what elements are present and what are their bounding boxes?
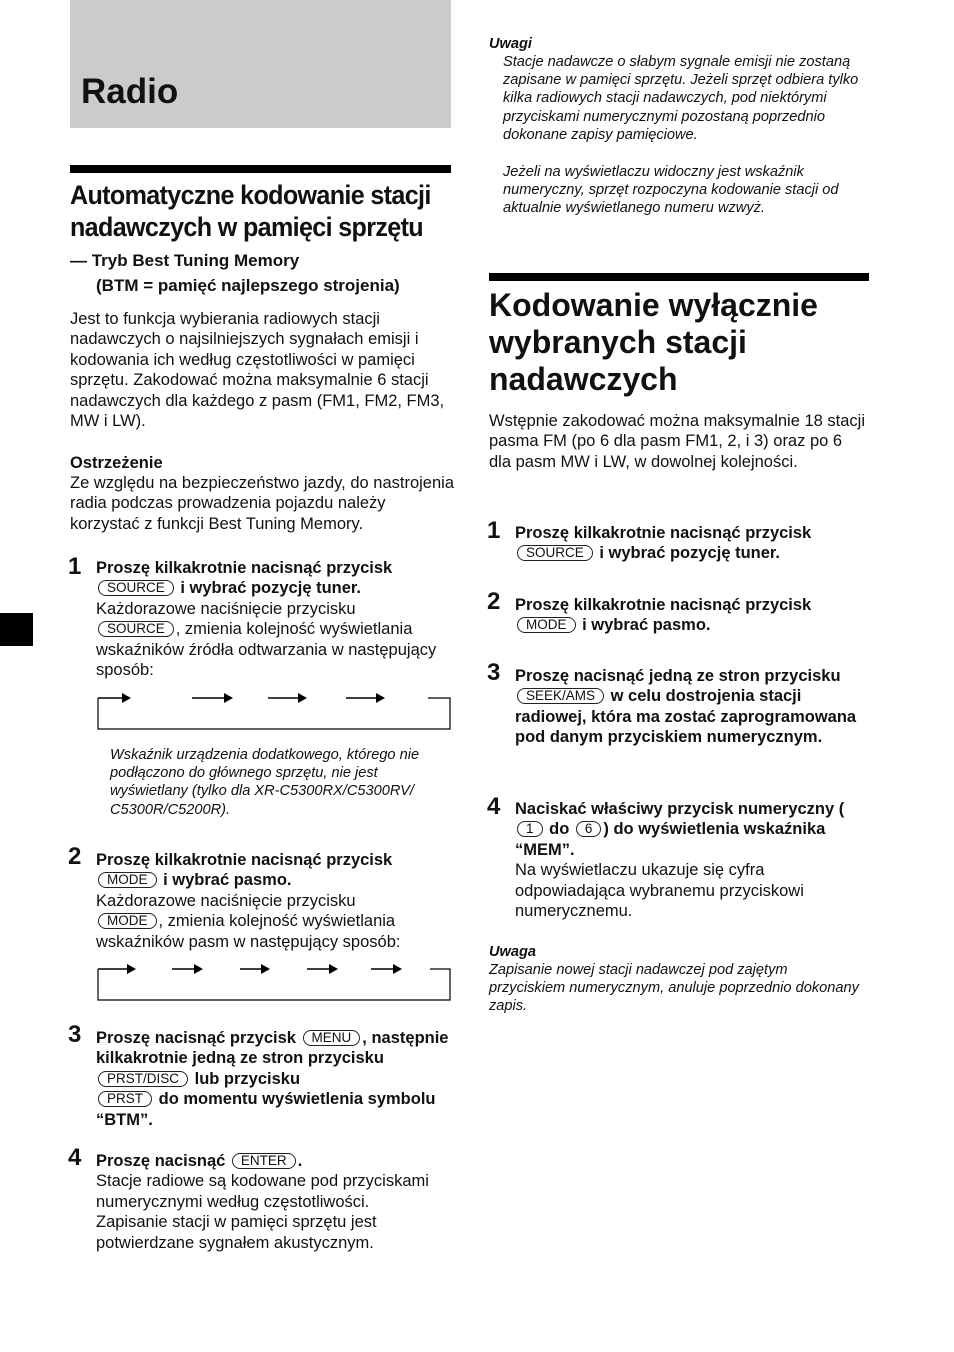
step-instruction-end: . (297, 1152, 303, 1170)
right-step-2-text (515, 595, 871, 636)
section-rule (489, 273, 869, 281)
mode-key: MODE (517, 617, 576, 633)
right-intro: Wstępnie zakodować można maksymalnie 18 stacji pasma FM (po 6 dla pasm FM1, 2, i 3) oraz po 6 dla pasm MW i LW, w dowolnej kolejności. (489, 412, 865, 471)
step-instruction-cont: i wybrać pozycję tuner. (599, 544, 781, 563)
step-instruction-end: ) do wyświetlenia wskaźnika “MEM”. (515, 820, 826, 859)
warning-title: Ostrzeżenie (70, 454, 163, 472)
left-section-heading (70, 179, 460, 243)
warning-text: Ze względu na bezpieczeństwo jazdy, do nastrojenia radia podczas prowadzenia pojazdu należy korzystać z funkcji Best Tuning Memory. (70, 474, 455, 533)
prst-key: PRST (98, 1091, 152, 1107)
note-1: Stacje nadawcze o słabym sygnale emisji nie zostaną zapisane w pamięci sprzętu. Jeżeli sprzęt odbiera tylko kilka radiowych stacji nadawczych, pod niektórymi przyciskami numerycznymi pozostaną poprzednio dokonane zapisy pamięciowe. (503, 54, 859, 143)
step-instruction: Proszę nacisnąć przycisk (96, 1029, 296, 1047)
right-step-1-text (515, 523, 871, 564)
step-instruction: Proszę nacisnąć jedną ze stron przycisku (515, 667, 841, 685)
step-number: 3 (68, 1021, 82, 1048)
intro-paragraph: Jest to funkcja wybierania radiowych stacji nadawczych o najsilniejszych sygnałach emisji i kodowania ich według częstotliwości w pamięci sprzętu. Zakodować można maksymalnie 6 stacji nadawczych dla każdego z pasm (FM1, FM2, FM3, MW i LW). (70, 310, 445, 431)
step-detail: Każdorazowe naciśnięcie przycisku (96, 599, 356, 618)
step-instruction: Naciskać właściwy przycisk numeryczny ( (515, 800, 845, 818)
right-step-4-text (515, 799, 871, 921)
note-title: Uwaga (489, 944, 537, 960)
prst-disc-key: PRST/DISC (98, 1071, 188, 1087)
flow-note: Wskaźnik urządzenia dodatkowego, którego nie podłączono do głównego sprzętu, nie jest wyświetlany (tylko dla XR-C5300RX/C5300RV/ C5300R/C5200R). (110, 747, 420, 818)
step-detail: Każdorazowe naciśnięcie przycisku (96, 891, 356, 910)
right-section-title: Kodowanie wyłącznie wybranych stacji nadawczych (489, 287, 818, 397)
page-title: Radio (81, 72, 179, 111)
step-1-text (96, 558, 454, 680)
step-detail-cont: , zmienia kolejność wyświetlania wskaźników źródła odtwarzania w następujący sposób: (96, 620, 437, 680)
source-cycle-diagram (96, 684, 454, 732)
source-key: SOURCE (98, 621, 174, 637)
step-number: 1 (68, 553, 82, 580)
section-title: Automatyczne kodowanie stacji nadawczych w pamięci sprzętu (70, 180, 431, 242)
mode-key: MODE (98, 913, 157, 929)
step-instruction: Proszę kilkakrotnie nacisnąć przycisk (515, 596, 812, 614)
step-detail-2: Zapisanie stacji w pamięci sprzętu jest potwierdzane sygnałem akustycznym. (96, 1213, 377, 1252)
seek-ams-key: SEEK/AMS (517, 688, 604, 704)
step-2-text (96, 850, 454, 952)
step-number: 4 (487, 793, 501, 820)
step-detail: Na wyświetlaczu ukazuje się cyfra odpowiadająca wybranemu przyciskowi numerycznemu. (515, 861, 804, 921)
step-instruction-cont: , następnie kilkakrotnie jedną ze stron przycisku (96, 1029, 449, 1068)
step-instruction-cont: i wybrać pasmo. (582, 616, 711, 635)
source-key: SOURCE (98, 580, 174, 596)
step-instruction: Proszę kilkakrotnie nacisnąć przycisk (96, 851, 393, 869)
step-instruction: Proszę kilkakrotnie nacisnąć przycisk (515, 524, 812, 542)
step-instruction-cont: i wybrać pasmo. (163, 871, 292, 890)
enter-key: ENTER (232, 1153, 296, 1169)
step-4-text (96, 1151, 454, 1253)
section-rule (70, 165, 451, 173)
page-title-box (70, 0, 451, 128)
notes-title: Uwagi (489, 36, 532, 52)
step-number: 4 (68, 1144, 82, 1171)
step-number: 2 (68, 843, 82, 870)
subtitle-line-2: (BTM = pamięć najlepszego strojenia) (96, 276, 400, 295)
step-3-text (96, 1028, 454, 1130)
step-instruction: Proszę kilkakrotnie nacisnąć przycisk (96, 559, 393, 577)
subtitle-line-1: — Tryb Best Tuning Memory (70, 251, 300, 270)
step-instruction: Proszę nacisnąć (96, 1152, 226, 1170)
right-step-3-text (515, 666, 871, 748)
note-text: Zapisanie nowej stacji nadawczej pod zajętym przyciskiem numerycznym, anuluje poprzednio dokonany zapis. (489, 962, 859, 1015)
section-subtitle (70, 248, 400, 298)
band-cycle-diagram (96, 955, 454, 1003)
step-instruction-cont: do (549, 820, 570, 839)
step-detail-cont: , zmienia kolejność wyświetlania wskaźników pasm w następujący sposób: (96, 912, 401, 951)
step-instruction-cont: i wybrać pozycję tuner. (180, 579, 362, 598)
step-detail: Stacje radiowe są kodowane pod przyciskami numerycznymi według częstotliwości. (96, 1172, 429, 1211)
step-number: 2 (487, 588, 501, 615)
menu-key: MENU (303, 1030, 361, 1046)
step-instruction-cont: w celu dostrojenia stacji radiowej, która ma zostać zaprogramowana pod danym przyciskiem numerycznym. (515, 687, 857, 747)
number-1-key: 1 (517, 821, 543, 837)
number-6-key: 6 (576, 821, 602, 837)
mode-key: MODE (98, 872, 157, 888)
note-2: Jeżeli na wyświetlaczu widoczny jest wskaźnik numeryczny, sprzęt rozpoczyna kodowanie stacji od aktualnie wyświetlanego numeru wzwyż. (503, 164, 839, 217)
step-number: 1 (487, 517, 501, 544)
step-number: 3 (487, 659, 501, 686)
step-instruction-cont: lub przycisku (194, 1069, 301, 1088)
source-key: SOURCE (517, 545, 593, 561)
step-instruction-end: do momentu wyświetlenia symbolu “BTM”. (96, 1090, 436, 1129)
section-tab-marker (0, 613, 33, 646)
